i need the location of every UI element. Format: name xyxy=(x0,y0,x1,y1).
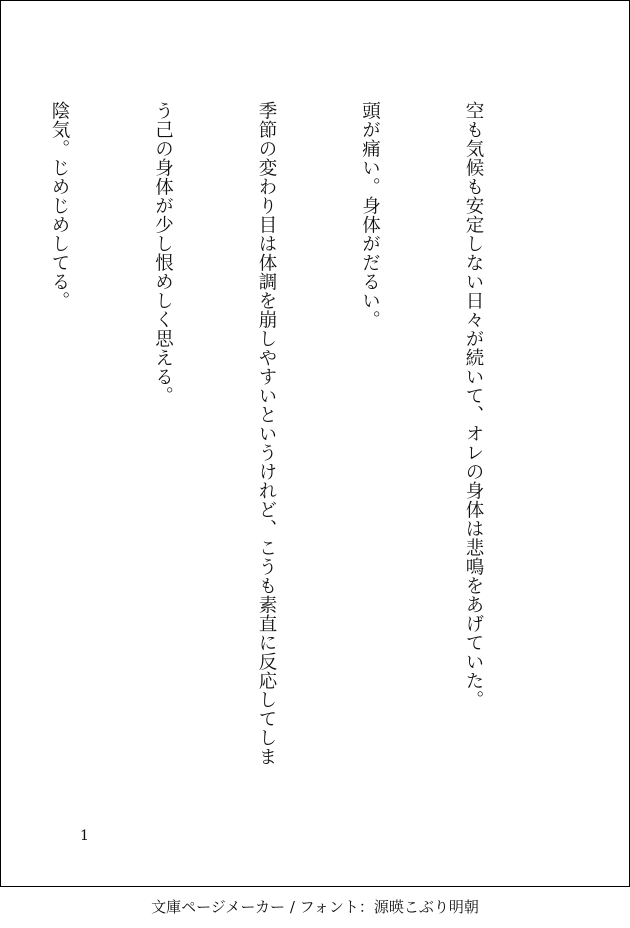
page-number: 1 xyxy=(80,828,89,844)
text-line: 陰気。じめじめしてる。 xyxy=(49,101,70,310)
text-line: 季節の変わり目は体調を崩しやすいというけれど、こうも素直に反応してしま xyxy=(256,101,277,766)
footer-credit: 文庫ページメーカー / フォント：源暎こぶり明朝 xyxy=(151,898,479,916)
text-line: 頭が痛い。身体がだるい。 xyxy=(359,101,381,329)
text-line: 空も気候も安定しない日々が続いて、オレの身体は悲鳴をあげていた。 xyxy=(463,101,484,709)
text-line: う己の身体が少し恨めしく思える。 xyxy=(152,101,174,405)
vertical-body-text xyxy=(0,101,559,841)
